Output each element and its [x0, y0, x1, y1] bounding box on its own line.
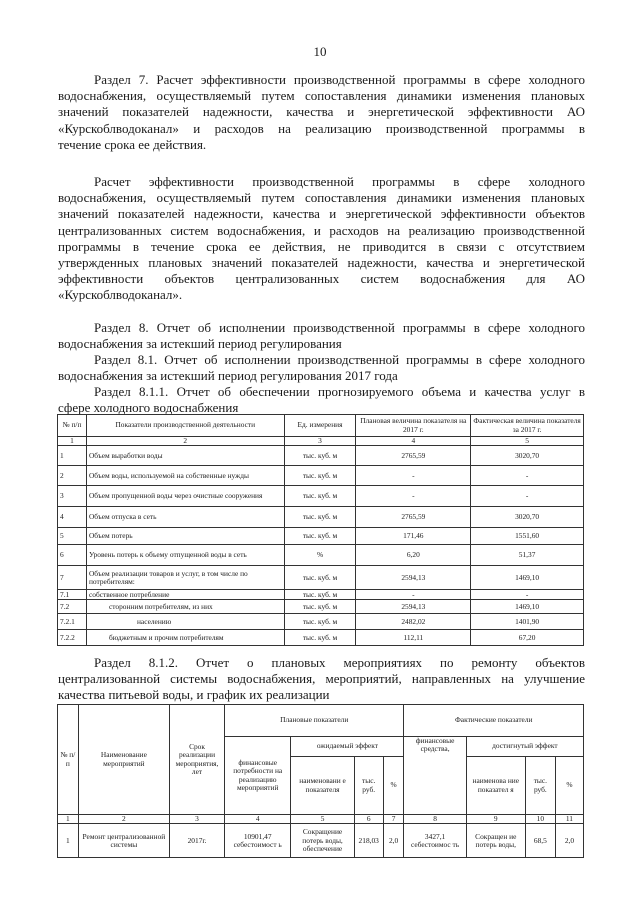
row-rub: 218,03: [354, 824, 383, 858]
row-unit: тыс. куб. м: [284, 507, 356, 528]
header-cell: ожидаемый эффект: [291, 737, 404, 757]
row-number: 4: [58, 507, 87, 528]
row-fact: 1551,60: [471, 528, 584, 545]
column-number: 5: [291, 815, 354, 824]
column-number-row: [58, 437, 584, 446]
s7-heading-line: Раздел 7. Расчет эффективности производственной программы в сфере холодного: [94, 72, 585, 87]
row-unit: тыс. куб. м: [284, 446, 356, 466]
s7-heading-line: значений показателей надежности, качества и энергетической эффективности АО: [58, 104, 585, 120]
s8-heading-line: Раздел 8. Отчет об исполнении производственной программы в сфере холодного: [94, 320, 585, 335]
row-indicator: Объем пропущенной воды через очистные сооружения: [86, 486, 284, 507]
s812-heading-line: Раздел 8.1.2. Отчет о плановых мероприятиях по ремонту объектов: [94, 655, 585, 670]
row-plan: 112,11: [356, 630, 471, 646]
s7-body-line: утвержденных плановых значений показателей надежности, качества и энергетической: [58, 255, 585, 271]
table-row: [58, 566, 584, 590]
s7-heading-line: «Курскоблводоканал» и расходов на реализацию производственной программы в: [58, 120, 585, 136]
section-7-body: [58, 174, 585, 304]
row-unit: тыс. куб. м: [284, 614, 356, 630]
s7-body-line: программы в течение срока ее действия, не приводится в связи с отсутствием: [58, 238, 585, 254]
repair-measures-table: [57, 704, 584, 858]
s812-heading-line: качества питьевой воды, и график их реализации: [58, 687, 330, 703]
column-number: 8: [404, 815, 466, 824]
section-7-heading: [58, 72, 585, 153]
column-number: 4: [356, 437, 471, 446]
row-indicator-fact: Сокращен ие потерь воды,: [466, 824, 525, 858]
row-plan: -: [356, 466, 471, 486]
row-number: 1: [58, 446, 87, 466]
row-number: 6: [58, 545, 87, 566]
row-term: 2017г.: [170, 824, 225, 858]
table-row: [58, 545, 584, 566]
header-cell: Ед. измерения: [284, 415, 356, 437]
s7-body-line: значений показателей надежности, качества и энергетической эффективности объектов: [58, 206, 585, 222]
column-number: 10: [525, 815, 555, 824]
row-number: 7.2.2: [58, 630, 87, 646]
row-unit: тыс. куб. м: [284, 630, 356, 646]
row-fact: 3020,70: [471, 507, 584, 528]
row-number: 7: [58, 566, 87, 590]
row-indicator: Объем выработки воды: [86, 446, 284, 466]
row-indicator: Объем потерь: [86, 528, 284, 545]
row-indicator: сторонним потребителям, из них: [86, 600, 284, 614]
row-unit: тыс. куб. м: [284, 590, 356, 600]
row-number: 7.1: [58, 590, 87, 600]
header-cell: %: [383, 757, 404, 815]
table-row: [58, 486, 584, 507]
row-unit: тыс. куб. м: [284, 466, 356, 486]
row-plan: 171,46: [356, 528, 471, 545]
table-row: [58, 824, 584, 858]
row-fact: 3020,70: [471, 446, 584, 466]
row-fact: 1469,10: [471, 600, 584, 614]
table-row: [58, 507, 584, 528]
column-number: 1: [58, 437, 87, 446]
header-cell: Фактическая величина показателя за 2017 г.: [471, 415, 584, 437]
row-indicator: Объем воды, используемой на собственные нужды: [86, 466, 284, 486]
header-cell: тыс. руб.: [525, 757, 555, 815]
row-measure-name: Ремонт централизованной системы: [78, 824, 169, 858]
s81-heading-line: Раздел 8.1. Отчет об исполнении производственной программы в сфере холодного: [94, 352, 585, 367]
header-cell: финансовые потребности на реализацию мероприятий: [225, 737, 291, 815]
row-plan: -: [356, 486, 471, 507]
table-row: [58, 528, 584, 545]
row-fact: 67,20: [471, 630, 584, 646]
column-number: 11: [555, 815, 583, 824]
header-cell: Наименование мероприятий: [78, 705, 169, 815]
s7-body-line: эффективности объектов централизованных систем водоснабжения для АО: [58, 271, 585, 287]
row-financing: 10901,47 себестоимост ь: [225, 824, 291, 858]
section-8-1-2-heading: [58, 655, 585, 704]
s811-heading-line: сфере холодного водоснабжения: [58, 400, 239, 416]
row-indicator: собственное потребление: [86, 590, 284, 600]
row-fact: -: [471, 590, 584, 600]
row-plan: 2765,59: [356, 507, 471, 528]
header-cell: № п/п: [58, 705, 79, 815]
s811-heading-line: Раздел 8.1.1. Отчет об обеспечении прогнозируемого объема и качества услуг в: [94, 384, 585, 399]
header-cell: Показатели производственной деятельности: [86, 415, 284, 437]
row-number: 2: [58, 466, 87, 486]
row-plan: -: [356, 590, 471, 600]
s7-body-line: «Курскоблводоканал».: [58, 287, 183, 303]
row-unit: тыс. куб. м: [284, 566, 356, 590]
row-fact: 1401,90: [471, 614, 584, 630]
s81-heading-line: водоснабжения за истекший период регулирования 2017 года: [58, 368, 398, 384]
row-number: 3: [58, 486, 87, 507]
row-plan: 2594,13: [356, 566, 471, 590]
column-number-row: [58, 815, 584, 824]
s7-body-line: водоснабжения, осуществляемый путем сопоставления динамики изменения плановых: [58, 190, 585, 206]
column-number: 4: [225, 815, 291, 824]
column-number: 9: [466, 815, 525, 824]
row-number: 1: [58, 824, 79, 858]
page-number: 10: [313, 44, 327, 59]
table-row: [58, 446, 584, 466]
column-number: 3: [170, 815, 225, 824]
header-cell: тыс. руб.: [354, 757, 383, 815]
header-cell: наименовани е показателя: [291, 757, 354, 815]
header-cell: финансовые средства,: [404, 737, 466, 815]
row-plan: 6,20: [356, 545, 471, 566]
row-fact: 51,37: [471, 545, 584, 566]
column-number: 1: [58, 815, 79, 824]
supply-volume-table: [57, 414, 584, 646]
row-number: 7.2: [58, 600, 87, 614]
row-fact: -: [471, 466, 584, 486]
header-cell: № п/п: [58, 415, 87, 437]
table-row: [58, 600, 584, 614]
row-indicator: Объем отпуска в сеть: [86, 507, 284, 528]
header-cell: наименова ние показател я: [466, 757, 525, 815]
s8-heading-line: водоснабжения за истекший период регулирования: [58, 336, 342, 352]
row-indicator: Уровень потерь к объему отпущенной воды в сеть: [86, 545, 284, 566]
row-unit: тыс. куб. м: [284, 600, 356, 614]
column-number: 2: [86, 437, 284, 446]
row-plan: 2594,13: [356, 600, 471, 614]
row-unit: тыс. куб. м: [284, 486, 356, 507]
row-indicator: Сокращение потерь воды, обеспечение: [291, 824, 354, 858]
section-8-1-1-heading: [58, 384, 585, 416]
s7-body-line: Расчет эффективности производственной программы в сфере холодного: [94, 174, 585, 189]
column-number: 6: [354, 815, 383, 824]
row-unit: %: [284, 545, 356, 566]
column-number: 2: [78, 815, 169, 824]
column-number: 5: [471, 437, 584, 446]
row-indicator: населению: [86, 614, 284, 630]
s7-body-line: централизованных систем водоснабжения, и расходов на реализацию производственной: [58, 222, 585, 238]
column-number: 7: [383, 815, 404, 824]
header-cell: Плановые показатели: [225, 705, 404, 737]
table-row: [58, 590, 584, 600]
header-cell: Плановая величина показателя на 2017 г.: [356, 415, 471, 437]
column-number: 3: [284, 437, 356, 446]
row-rub-fact: 68,5: [525, 824, 555, 858]
table-row: [58, 466, 584, 486]
row-fact: -: [471, 486, 584, 507]
s7-heading-line: водоснабжения, осуществляемый путем сопоставления динамики изменения плановых: [58, 88, 585, 104]
row-pct: 2,0: [383, 824, 404, 858]
section-8-heading: [58, 320, 585, 352]
header-cell: %: [555, 757, 583, 815]
s7-heading-line: течение срока ее действия.: [58, 136, 207, 152]
row-indicator: бюджетным и прочим потребителям: [86, 630, 284, 646]
section-8-1-heading: [58, 352, 585, 384]
row-pct-fact: 2,0: [555, 824, 583, 858]
row-unit: тыс. куб. м: [284, 528, 356, 545]
s812-heading-line: централизованной системы водоснабжения, мероприятий, направленных на улучшение: [58, 671, 585, 687]
row-financing-fact: 3427,1 себестоимос ть: [404, 824, 466, 858]
table-row: [58, 630, 584, 646]
row-plan: 2765,59: [356, 446, 471, 466]
table-header-row: [58, 415, 584, 437]
row-number: 7.2.1: [58, 614, 87, 630]
row-indicator: Объем реализации товаров и услуг, в том числе по потребителям:: [86, 566, 284, 590]
header-cell: Срок реализации мероприятия, лет: [170, 705, 225, 815]
header-cell: Фактические показатели: [404, 705, 584, 737]
header-cell: достигнутый эффект: [466, 737, 583, 757]
table-header-row: [58, 705, 584, 737]
row-number: 5: [58, 528, 87, 545]
row-plan: 2482,02: [356, 614, 471, 630]
row-fact: 1469,10: [471, 566, 584, 590]
table-row: [58, 614, 584, 630]
